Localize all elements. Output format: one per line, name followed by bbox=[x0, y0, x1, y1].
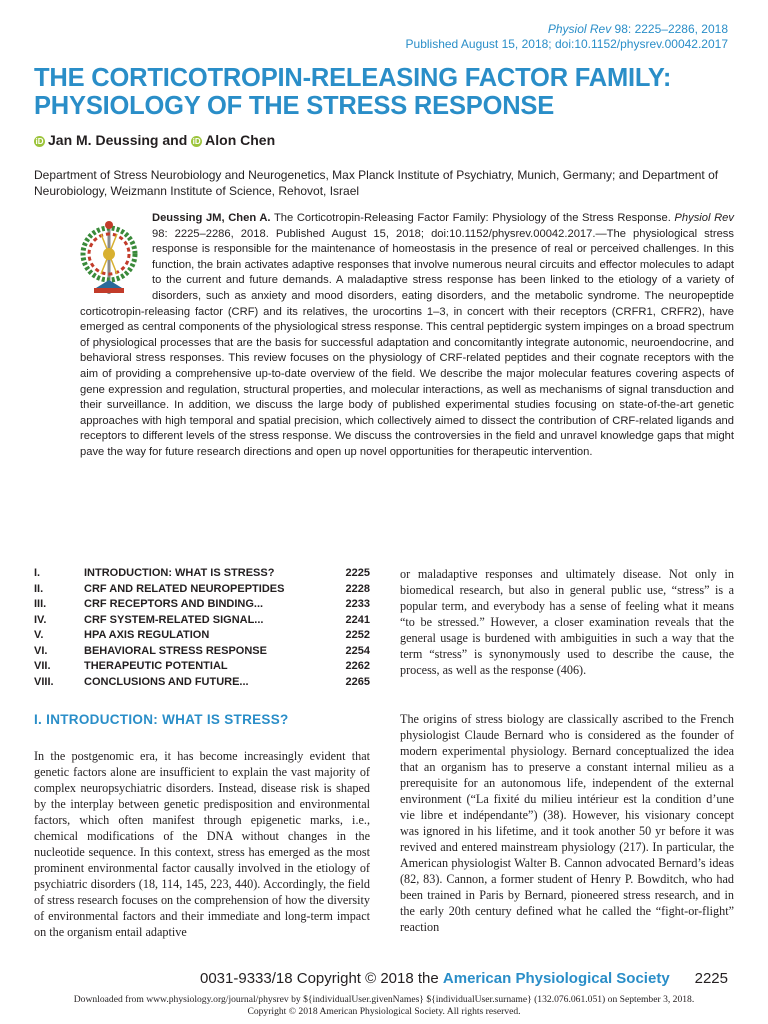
toc-item-behavioral[interactable] bbox=[34, 644, 370, 660]
body-paragraph: or maladaptive responses and ultimately disease. Not only in biomedical research, but also in general public use, “stress” is a popular term, and everybody has a sense of feeling what it means “to be stressed.” However, a closer examination reveals that the general usage is burdened with ambiguities in such a way that the term “stress” is synonymously used to describe the cause, the process, as well as the response (406). bbox=[400, 567, 734, 677]
download-notice bbox=[0, 994, 768, 1018]
abstract-authors: Deussing JM, Chen A. bbox=[152, 212, 271, 224]
toc-title: BEHAVIORAL STRESS RESPONSE bbox=[84, 644, 267, 657]
toc-title: CONCLUSIONS AND FUTURE... bbox=[84, 675, 249, 688]
body-right-column-bottom bbox=[400, 711, 734, 935]
toc-item-neuropeptides[interactable] bbox=[34, 582, 370, 598]
toc-number: V. bbox=[34, 629, 44, 641]
toc-number: VII. bbox=[34, 660, 51, 672]
toc-item-signaling[interactable] bbox=[34, 613, 370, 629]
footer-copyright bbox=[200, 970, 670, 987]
journal-name: Physiol Rev bbox=[547, 22, 612, 36]
toc-item-conclusions[interactable] bbox=[34, 675, 370, 691]
toc-page: 2262 bbox=[345, 660, 370, 672]
emblem-spacer bbox=[80, 211, 152, 290]
toc-title: CRF AND RELATED NEUROPEPTIDES bbox=[84, 582, 285, 595]
page-number: 2225 bbox=[694, 970, 728, 987]
issn-text: 0031-9333/18 Copyright © 2018 the bbox=[200, 970, 443, 987]
table-of-contents bbox=[34, 566, 370, 690]
toc-item-introduction[interactable] bbox=[34, 566, 370, 582]
body-paragraph: The origins of stress biology are classically ascribed to the French physiologist Claude Bernard who is considered as the founder of modern experimental physiology. Bernard conceptualized the idea that an organism has to preserve a constant internal milieu as a prerequisite for an autonomous life, independent of the external environment (“La fixité du milieu intérieur est la condition d’une vie libre et indépendante”) (38). However, his visionary concept was ignored in his lifetime, and it took another 50 yr before it was revived and entered mainstream physiology (217). In particular, the American physiologist Walter B. Cannon advocated Bernard’s ideas (82, 83). Cannon, a former student of Henry P. Bowditch, who had been trained in Paris by Bernard, pioneered stress research, and in the early 20th century defined what he called the “fight-or-flight” reaction bbox=[400, 712, 734, 934]
toc-title: INTRODUCTION: WHAT IS STRESS? bbox=[84, 567, 275, 579]
citation-volume: 98: 2225–2286, 2018 bbox=[611, 22, 728, 36]
section-heading: I. INTRODUCTION: WHAT IS STRESS? bbox=[34, 712, 289, 727]
toc-number: II. bbox=[34, 582, 44, 595]
toc-number: IV. bbox=[34, 613, 47, 626]
abstract bbox=[80, 211, 734, 461]
author-conjunction: and bbox=[158, 132, 192, 148]
body-left-column bbox=[34, 748, 370, 940]
affiliation: Department of Stress Neurobiology and Neurogenetics, Max Planck Institute of Psychiatry, Munich, Germany; and Department of Neurobiology, Weizmann Institute of Science, Rehovot, Israel bbox=[34, 168, 719, 198]
abstract-journal: Physiol Rev bbox=[674, 212, 734, 224]
citation-line bbox=[406, 22, 728, 37]
toc-item-hpa-axis[interactable] bbox=[34, 628, 370, 644]
author-chen[interactable]: Alon Chen bbox=[205, 132, 276, 148]
toc-number: VI. bbox=[34, 644, 48, 657]
body-paragraph: In the postgenomic era, it has become increasingly evident that genetic factors alone are insufficient to explain the vast majority of complex neuropsychiatric disorders. Instead, disease risk is shaped by the interplay between genetic predisposition and environmental factors, which often manifest through epigenetic marks, i.e., chemical modifications of the DNA without changes in the nucleotide sequence. In this context, stress has emerged as the most prominent environmental factor causally involved in the etiology of psychiatric disorders (18, 114, 145, 223, 440). Accordingly, the field of stress research focuses on the comprehension of how the diversity of environmental factors and their immediate and long-term impact on the organism entail adaptive bbox=[34, 749, 370, 939]
toc-page: 2225 bbox=[345, 567, 370, 579]
toc-page: 2265 bbox=[345, 675, 370, 688]
toc-title: CRF RECEPTORS AND BINDING... bbox=[84, 598, 264, 610]
toc-title: CRF SYSTEM-RELATED SIGNAL... bbox=[84, 613, 264, 626]
toc-page: 2254 bbox=[345, 644, 370, 657]
toc-number: III. bbox=[34, 598, 47, 610]
article-title: THE CORTICOTROPIN-RELEASING FACTOR FAMILY: PHYSIOLOGY OF THE STRESS RESPONSE bbox=[34, 64, 672, 120]
toc-page: 2228 bbox=[345, 582, 370, 595]
toc-number: VIII. bbox=[34, 675, 54, 688]
orcid-icon[interactable]: iD bbox=[192, 137, 201, 146]
doi-line[interactable]: Published August 15, 2018; doi:10.1152/physrev.00042.2017 bbox=[405, 37, 728, 51]
abstract-ref-title: The Corticotropin-Releasing Factor Family: Physiology of the Stress Response. bbox=[270, 212, 675, 224]
abstract-text: The physiological stress response is responsible for the maintenance of homeostasis in the presence of real or perceived challenges. In this function, the brain activates adaptive responses that involve numerous neural circuits and effector molecules to adapt to the current and future demands. A maladaptive stress response has been linked to the etiology of a variety of disorders, such as anxiety and mood disorders, eating disorders, and the metabolic syndrome. The neuropeptide corticotropin-releasing factor (CRF) and its relatives, the urocortins 1–3, in concert with their receptors (CRFR1, CRFR2), have emerged as central components of the physiological stress response. This central peptidergic system impinges on a broad spectrum of physiological processes that are the basis for successful adaptation and concomitantly integrate autonomic, neuroendocrine, and behavioral stress responses. This review focuses on the physiology of CRF-related peptides and their cognate receptors with the aim of providing a comprehensive up-to-date overview of the field. We describe the major molecular features covering aspects of gene expression and regulation, structural properties, and molecular interactions, as well as mechanisms of signal transduction and their surveillance. In addition, we discuss the large body of published experimental studies focusing on state-of-the-art genetic approaches with high temporal and spatial precision, which collectively aimed to dissect the contribution of CRF-related ligands and receptors to different levels of the stress response. We discuss the controversies in the field and unravel knowledge gaps that might pave the way for future research directions and open up novel opportunities for therapeutic intervention. bbox=[80, 227, 734, 458]
author-line bbox=[34, 132, 275, 148]
toc-item-therapeutic[interactable] bbox=[34, 659, 370, 675]
orcid-icon[interactable]: iD bbox=[35, 137, 44, 146]
journal-header bbox=[406, 22, 728, 52]
abstract-ref-details: 98: 2225–2286, 2018. Published August 15, 2018; doi:10.1152/physrev.00042.2017.— bbox=[152, 227, 607, 240]
download-line: Downloaded from www.physiology.org/journal/physrev by ${individualUser.givenNames} ${individualUser.surname} (132.076.061.051) on September 3, 2018. bbox=[73, 994, 695, 1005]
society-name: American Physiological Society bbox=[442, 970, 670, 987]
body-right-column-top bbox=[400, 566, 734, 678]
copyright-line: Copyright © 2018 American Physiological Society. All rights reserved. bbox=[247, 1006, 521, 1017]
author-deussing[interactable]: Jan M. Deussing bbox=[48, 132, 159, 148]
toc-title: HPA AXIS REGULATION bbox=[84, 629, 210, 641]
toc-page: 2241 bbox=[345, 613, 370, 626]
toc-number: I. bbox=[34, 567, 41, 579]
toc-title: THERAPEUTIC POTENTIAL bbox=[84, 660, 228, 672]
toc-page: 2252 bbox=[345, 629, 370, 641]
toc-item-receptors[interactable] bbox=[34, 597, 370, 613]
toc-page: 2233 bbox=[345, 598, 370, 610]
